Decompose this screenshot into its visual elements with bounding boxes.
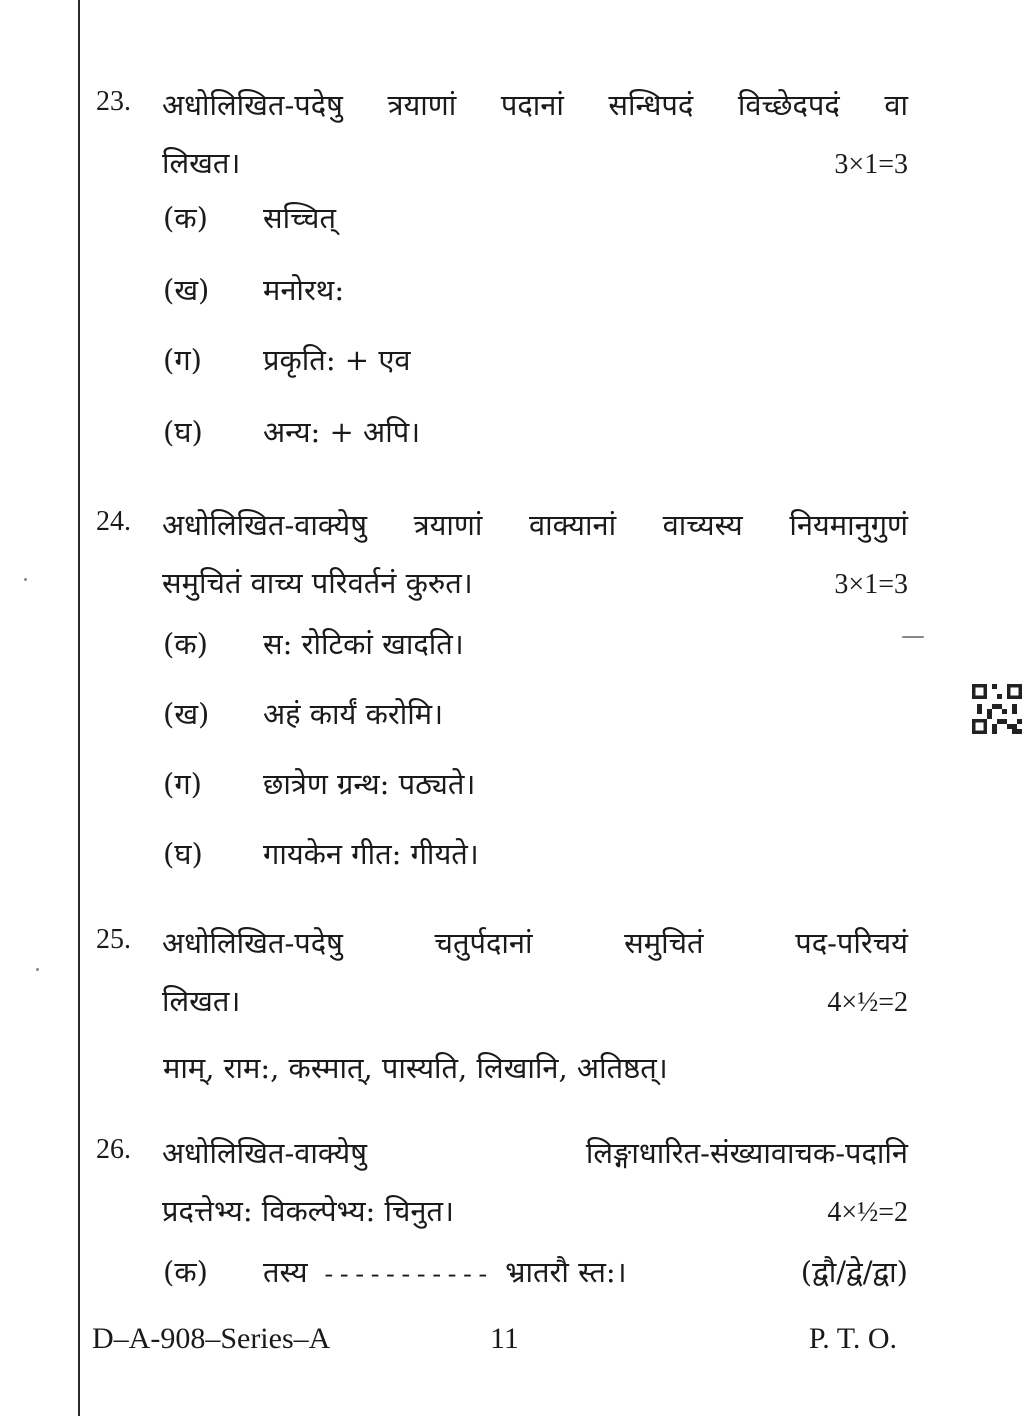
option-23-gha [163,412,420,451]
word-list: माम्, राम:, कस्मात्, पास्यति, लिखानि, अतिष्ठत्। [163,1051,668,1085]
option-label: (क) [163,627,208,661]
question-number: 24. [96,506,131,537]
question-line-2-text: प्रदत्तेभ्य: विकल्पेभ्य: चिनुत। [162,1194,455,1228]
option-label: (ख) [163,273,210,307]
marks: 3×1=3 [834,149,908,180]
question-line-2 [162,554,908,614]
sentence-before: तस्य [263,1255,308,1289]
option-label: (ख) [163,697,210,731]
scan-mark [902,636,924,638]
option-label: (क) [163,1255,208,1289]
question-line-2-text: समुचितं वाच्य परिवर्तनं कुरुत। [162,566,473,600]
option-text: स: रोटिकां खादति। [263,627,464,661]
option-text: प्रकृति: + एव [263,343,411,377]
blank-line: ----------- [321,1263,492,1290]
question-line-1: अधोलिखित-पदेषु त्रयाणां पदानां सन्धिपदं विच्छेदपदं वा [162,88,908,122]
question-line-2 [162,1182,908,1242]
question-number: 23. [96,86,131,117]
option-label: (क) [163,201,208,235]
marks: 4×½=2 [827,1197,908,1228]
option-text: अहं कार्यं करोमि। [263,697,444,731]
page-number: 11 [490,1322,519,1355]
qr-code-icon [972,684,1022,734]
option-text: छात्रेण ग्रन्थ: पठ्यते। [263,767,476,801]
marks: 3×1=3 [834,569,908,600]
option-24-gha [163,834,479,873]
pto-label: P. T. O. [808,1322,897,1355]
marks: 4×½=2 [827,987,908,1018]
option-24-ka [163,624,464,663]
option-23-kha [163,270,344,309]
question-25 [96,914,908,1032]
question-number: 25. [96,924,131,955]
question-number: 26. [96,1134,131,1165]
question-text [162,1124,908,1242]
option-24-kha [163,694,443,733]
option-text: गायकेन गीत: गीयते। [263,837,479,871]
question-23 [96,76,908,194]
question-line-2-text: लिखत। [162,146,241,180]
option-text: सच्चित् [263,201,336,235]
question-line-1: अधोलिखित-वाक्येषु लिङ्गाधारित-संख्यावाचक-पदानि [162,1136,908,1170]
option-23-ka [163,198,336,237]
fill-blank-sentence [163,1252,627,1291]
margin-rule [78,0,80,1416]
option-label: (ग) [163,767,202,801]
option-text: मनोरथ: [263,273,345,307]
option-26-ka [163,1252,908,1291]
option-text: अन्य: + अपि। [263,415,421,449]
question-text [162,76,908,194]
option-label: (घ) [163,837,203,871]
question-line-2 [162,134,908,194]
option-24-ga [163,764,475,803]
option-23-ga [163,340,410,379]
paper-code: D–A-908–Series–A [92,1322,331,1355]
option-label: (घ) [163,415,203,449]
option-label: (ग) [163,343,202,377]
scan-speck [24,578,27,581]
sentence-after: भ्रातरौ स्त:। [505,1255,627,1289]
answer-choices: (द्वौ/द्वे/द्वा) [800,1255,908,1289]
question-26 [96,1124,908,1242]
question-text [162,496,908,614]
scan-speck [36,968,39,971]
question-line-2 [162,972,908,1032]
question-24 [96,496,908,614]
question-line-1: अधोलिखित-वाक्येषु त्रयाणां वाक्यानां वाच्यस्य नियमानुगुणं [162,508,908,542]
question-line-1: अधोलिखित-पदेषु चतुर्पदानां समुचितं पद-परिचयं [162,926,908,960]
question-text [162,914,908,1032]
question-line-2-text: लिखत। [162,984,241,1018]
